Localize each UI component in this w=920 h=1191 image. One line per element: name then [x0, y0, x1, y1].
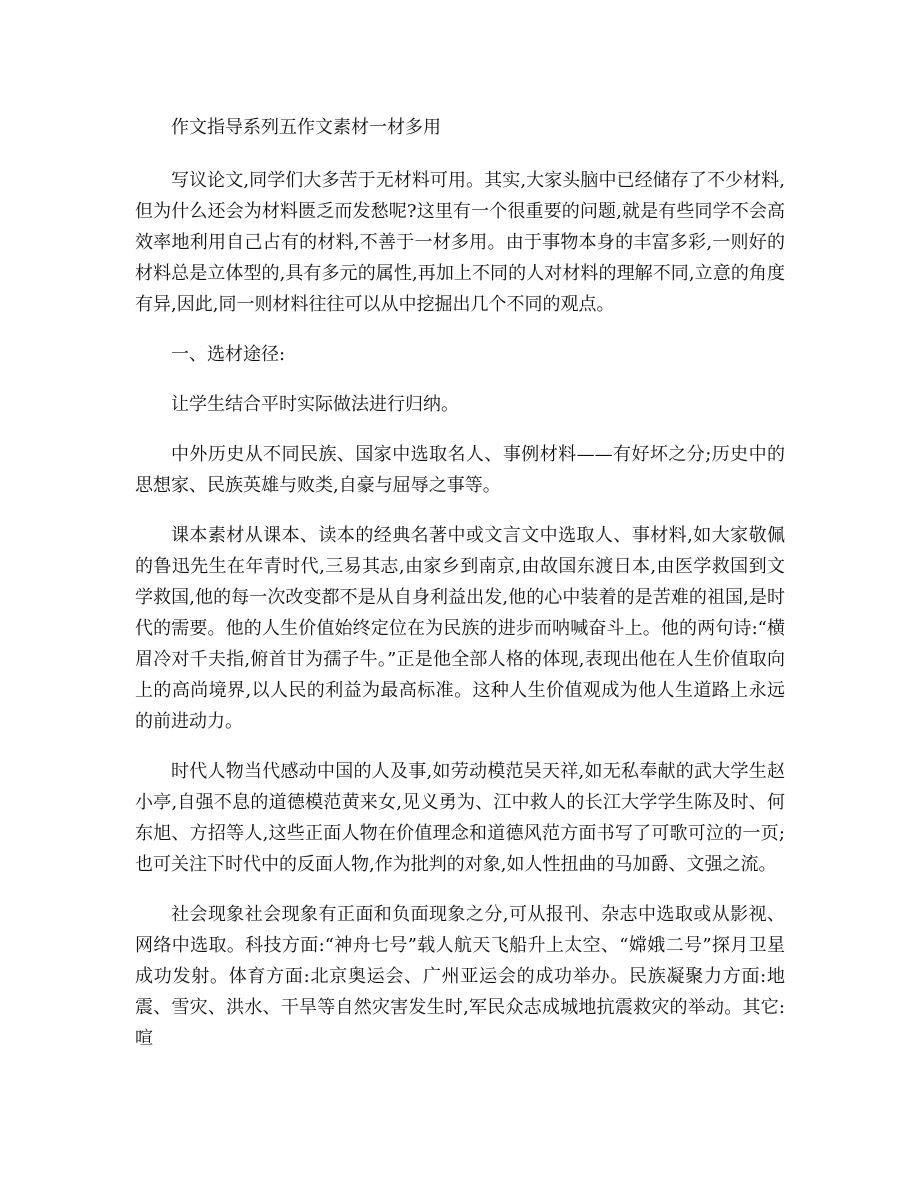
- paragraph-textbook: 课本素材从课本、读本的经典名著中或文言文中选取人、事材料,如大家敬佩的鲁迅先生在年青时代,三易其志,由家乡到南京,由故国东渡日本,由医学救国到文学救国,他的每一次改变都不是从自身利益出发,他的心中装着的是苦难的祖国,是时代的需要。他的人生价值始终定位在为民族的进步而呐喊奋斗上。他的两句诗:“横眉冷对千夫指,俯首甘为孺子牛。”正是他全部人格的体现,表现出他在人生价值取向上的高尚境界,以人民的利益为最高标准。这种人生价值观成为他人生道路上永远的前进动力。: [135, 525, 785, 732]
- paragraph-history: 中外历史从不同民族、国家中选取名人、事例材料——有好坏之分;历史中的思想家、民族英雄与败类,自豪与屈辱之事等。: [135, 444, 785, 496]
- document-title: 作文指导系列五作文素材一材多用: [171, 117, 441, 138]
- paragraph-method: 让学生结合平时实际做法进行归纳。: [171, 394, 459, 415]
- paragraph-contemporary-figures: 时代人物当代感动中国的人及事,如劳动模范吴天祥,如无私奉献的武大学生赵小亭,自强不息的道德模范黄来女,见义勇为、江中救人的长江大学学生陈及时、何东旭、方招等人,这些正面人物在价值理念和道德风范方面书写了可歌可泣的一页;也可关注下时代中的反面人物,作为批判的对象,如人性扭曲的马加爵、文强之流。: [135, 761, 785, 875]
- paragraph-intro: 写议论文,同学们大多苦于无材料可用。其实,大家头脑中已经储存了不少材料,但为什么还会为材料匮乏而发愁呢?这里有一个很重要的问题,就是有些同学不会高效率地利用自己占有的材料,不善于一材多用。由于事物本身的丰富多彩,一则好的材料总是立体型的,具有多元的属性,再加上不同的人对材料的理解不同,立意的角度有异,因此,同一则材料往往可以从中挖掘出几个不同的观点。: [135, 170, 785, 315]
- section-heading-material-sources: 一、选材途径:: [171, 344, 286, 365]
- paragraph-social-phenomena: 社会现象社会现象有正面和负面现象之分,可从报刊、杂志中选取或从影视、网络中选取。科技方面:“神舟七号”载人航天飞船升上太空、“嫦娥二号”探月卫星成功发射。体育方面:北京奥运会、广州亚运会的成功举办。民族凝聚力方面:地震、雪灾、洪水、干旱等自然灾害发生时,军民众志成城地抗震救灾的举动。其它:喧: [135, 904, 785, 1049]
- document-page: [135, 112, 785, 1073]
